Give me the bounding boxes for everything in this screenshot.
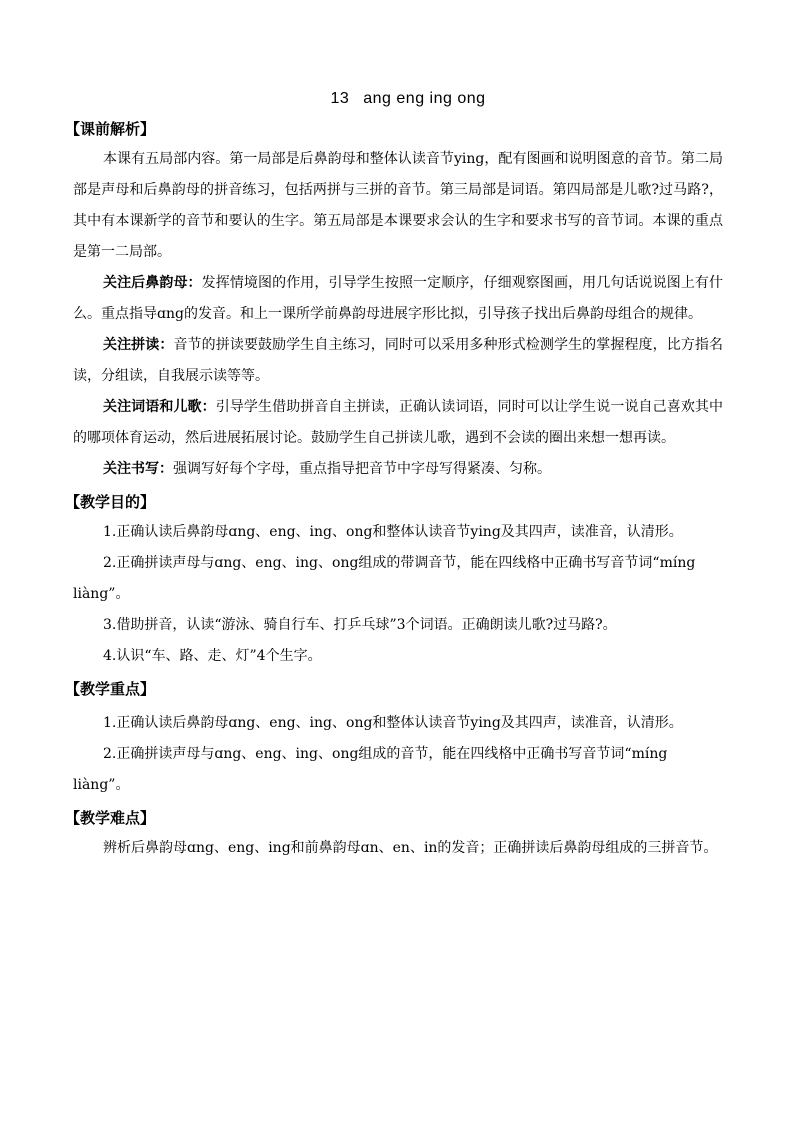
goal-item: 3.借助拼音，认读“游泳、骑自行车、打乒乓球”3个词语。正确朗读儿歌?过马路?。 <box>103 617 617 633</box>
key-point-item: 2.正确拼读声母与ɑng、eng、ing、ong组成的音节，能在四线格中正确书写音节词“míng liàng”。 <box>73 746 668 793</box>
difficulty-item: 辨析后鼻韵母ɑng、eng、ing和前鼻韵母ɑn、en、in的发音；正确拼读后鼻韵母组成的三拼音节。 <box>103 840 718 856</box>
preview-intro-paragraph: 本课有五局部内容。第一局部是后鼻韵母和整体认读音节ying，配有图画和说明图意的音节。第二局部是声母和后鼻韵母的拼音练习，包括两拼与三拼的音节。第三局部是词语。第四局部是儿歌?过马路?，其中有本课新学的音节和要认的生字。第五局部是本课要求会认的生字和要求书写的音节词。本课的重点是第一二局部。 <box>73 151 723 260</box>
focus-paragraph-reading <box>73 330 723 392</box>
section-heading-preview: 【课前解析】 <box>65 120 156 138</box>
goal-item: 2.正确拼读声母与ɑng、eng、ing、ong组成的带调音节，能在四线格中正确书写音节词“míng liàng”。 <box>73 555 696 602</box>
goal-item: 1.正确认读后鼻韵母ɑng、eng、ing、ong和整体认读音节ying及其四声，读准音，认清形。 <box>103 524 683 540</box>
focus-text: 发挥情境图的作用，引导学生按照一定顺序，仔细观察图画，用几句话说说图上有什么。重点指导ɑng的发音。和上一课所学前鼻韵母进展字形比拟，引导孩子找出后鼻韵母组合的规律。 <box>73 275 724 322</box>
focus-lead-label: 关注词语和儿歌： <box>103 399 216 415</box>
focus-lead-label: 关注后鼻韵母： <box>103 275 202 291</box>
goal-item: 4.认识“车、路、走、灯”4个生字。 <box>103 648 322 664</box>
focus-text: 引导学生借助拼音自主拼读，正确认读词语，同时可以让学生说一说自己喜欢其中的哪项体育运动，然后进展拓展讨论。鼓励学生自己拼读儿歌，遇到不会读的圈出来想一想再读。 <box>73 399 724 446</box>
section-heading-difficulties: 【教学难点】 <box>65 809 156 827</box>
lesson-title <box>73 88 723 110</box>
lesson-number: 13 <box>330 90 350 107</box>
focus-text: 音节的拼读要鼓励学生自主练习，同时可以采用多种形式检测学生的掌握程度，比方指名读，分组读，自我展示读等等。 <box>73 337 724 384</box>
key-point-item: 1.正确认读后鼻韵母ɑng、eng、ing、ong和整体认读音节ying及其四声，读准音，认清形。 <box>103 715 683 731</box>
focus-text: 强调写好每个字母，重点指导把音节中字母写得紧凑、匀称。 <box>173 461 551 477</box>
focus-lead-label: 关注书写： <box>103 461 173 477</box>
focus-paragraph-writing <box>73 454 723 485</box>
focus-lead-label: 关注拼读： <box>103 337 174 353</box>
focus-paragraph-finals <box>73 268 723 330</box>
section-heading-goals: 【教学目的】 <box>65 493 156 511</box>
section-heading-key-points: 【教学重点】 <box>65 680 156 698</box>
document-page <box>65 88 724 864</box>
focus-paragraph-words <box>73 392 723 454</box>
lesson-title-text: ang eng ing ong <box>363 90 486 107</box>
